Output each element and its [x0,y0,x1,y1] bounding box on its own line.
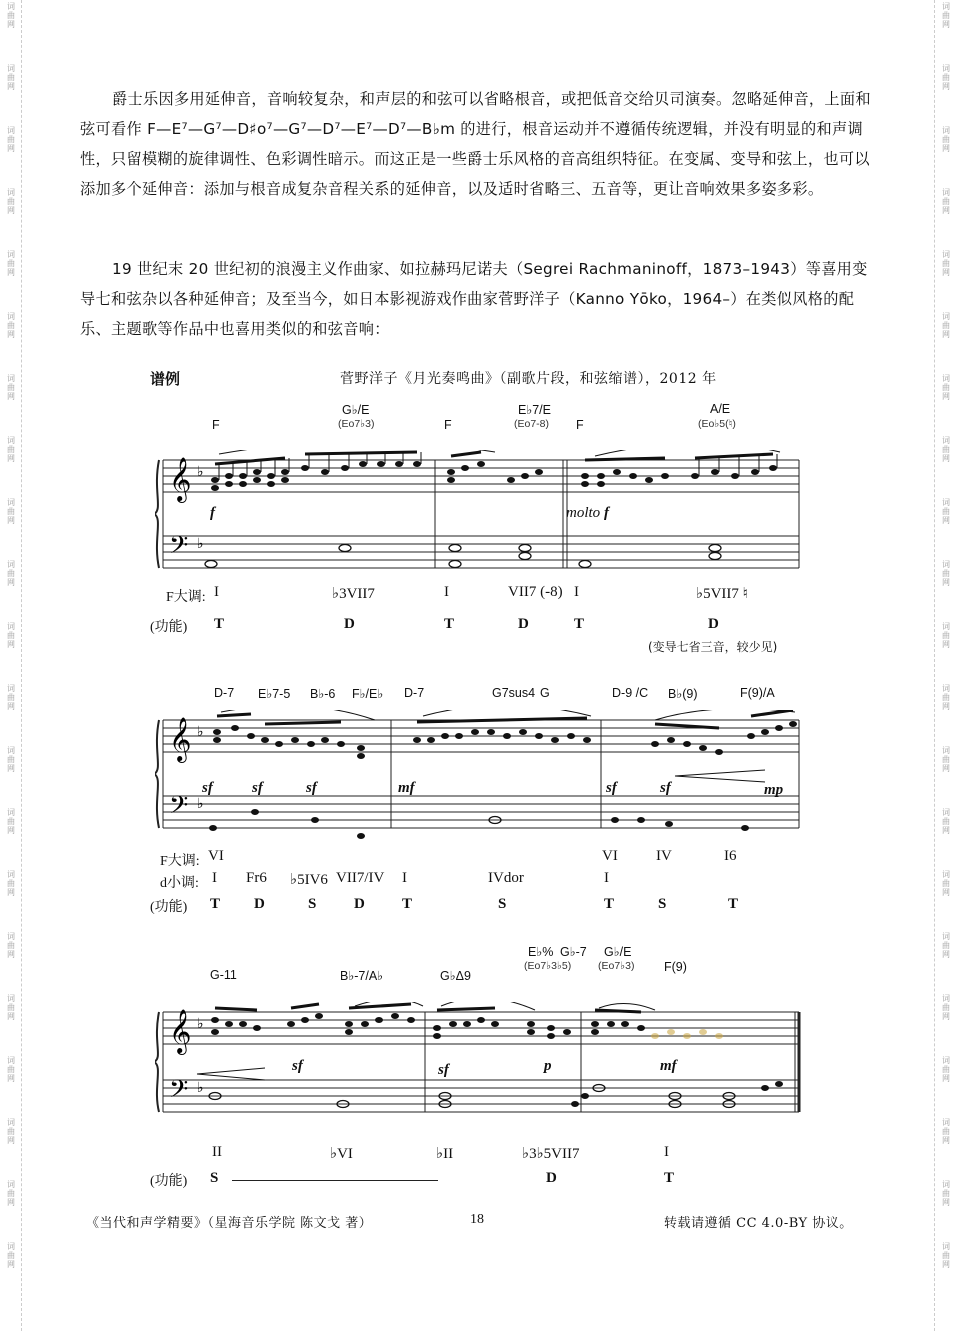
side-watermark: 词 曲 网 [7,684,15,711]
key-label-major: F大调: [160,854,200,869]
roman-numeral: VII7/IV [336,870,385,886]
function-letter: T [214,616,225,632]
roman-numeral: VI [602,848,618,864]
roman-numeral: VII7 (-8) [508,584,563,600]
chord-symbol: E♭% [528,945,554,959]
dynamic-mark: sf [202,780,213,796]
staff-system-3 [155,1002,805,1132]
svg-text:♭: ♭ [197,1016,204,1032]
staff-system-1 [155,450,805,580]
left-margin-strip [0,0,22,1331]
side-watermark: 词 曲 网 [7,436,15,463]
side-watermark: 词 曲 网 [7,312,15,339]
function-letter: D [344,616,355,632]
side-watermark: 词 曲 网 [7,1118,15,1145]
function-letter: D [546,1170,557,1186]
side-watermark: 词 曲 网 [942,126,950,153]
side-watermark: 词 曲 网 [942,64,950,91]
dynamic-mark: mf [398,780,415,796]
chord-symbol: D-9 /C [612,686,649,700]
function-letter: D [354,896,365,912]
function-letter: T [210,896,221,912]
side-watermark: 词 曲 网 [942,1056,950,1083]
svg-text:♭: ♭ [197,536,204,552]
chord-symbol: F(9)/A [740,686,775,700]
chord-symbol: F♭/E♭ [352,687,384,701]
chord-sub: (Eo♭5(♮) [698,418,736,430]
side-watermark: 词 曲 网 [942,560,950,587]
roman-numeral: IVdor [488,870,524,886]
dynamic-mark: mp [764,782,784,798]
svg-text:𝄢: 𝄢 [169,531,189,566]
side-watermark: 词 曲 网 [942,498,950,525]
dynamic-mark: f [210,505,215,521]
chord-symbol: B♭-6 [310,687,336,701]
function-letter: T [574,616,585,632]
chord-symbol: G♭/E [342,403,370,417]
right-margin-strip [934,0,956,1331]
paragraph-2: 19 世纪末 20 世纪初的浪漫主义作曲家、如拉赫玛尼诺夫（Segrei Rachmaninoff，1873–1943）等喜用变导七和弦杂以各种延伸音；及至当今，如日本影视游戏作曲家菅野洋子（Kanno Yōko，1964–）在类似风格的配乐、主题歌等作品中也喜用类似的和弦音响： [80,260,868,338]
roman-numeral: I [214,584,219,600]
page-number: 18 [470,1212,484,1227]
annotation-note: (变导七省三音，较少见) [648,640,778,654]
svg-text:𝄞: 𝄞 [169,457,192,501]
dynamic-mark: sf [660,780,671,796]
function-letter: D [518,616,529,632]
side-watermark: 词 曲 网 [7,374,15,401]
dynamic-mark: sf [292,1058,303,1074]
side-watermark: 词 曲 网 [7,622,15,649]
chord-symbol: B♭-7/A♭ [340,969,384,983]
side-watermark: 词 曲 网 [7,188,15,215]
key-label-minor: d小调: [160,876,199,891]
roman-numeral: I6 [724,848,737,864]
grand-staff-1 [155,450,805,580]
dynamic-mark: sf [606,780,617,796]
function-letter: D [708,616,719,632]
key-label: F大调: [166,590,206,605]
chord-symbol: B♭(9) [668,687,698,701]
roman-numeral: I [444,584,449,600]
roman-numeral: ♭II [436,1146,454,1162]
chord-symbol: F [212,418,220,432]
side-watermark: 词 曲 网 [942,374,950,401]
side-watermark: 词 曲 网 [942,188,950,215]
roman-numeral: I [402,870,407,886]
roman-numeral: ♭3VII7 [332,586,375,602]
function-label: (功能) [150,1174,188,1189]
roman-numeral: II [212,1144,222,1160]
dynamic-mark: f [604,505,609,521]
side-watermark: 词 曲 网 [942,808,950,835]
chord-sub: (Eo7♭3) [338,418,375,430]
side-watermark: 词 曲 网 [942,312,950,339]
svg-text:♭: ♭ [197,464,204,480]
side-watermark: 词 曲 网 [7,498,15,525]
footer-book-title: 《当代和声学精要》（星海音乐学院 陈文戈 著） [86,1216,373,1231]
side-watermark: 词 曲 网 [942,1242,950,1269]
chord-symbol: F(9) [664,960,687,974]
chord-symbol: E♭7-5 [258,687,291,701]
function-letter: T [664,1170,675,1186]
svg-text:𝄢: 𝄢 [169,791,189,826]
side-watermark: 词 曲 网 [942,436,950,463]
roman-numeral: ♭5VII7 ♮ [696,586,749,602]
example-label: 谱例 [150,370,181,388]
grand-staff-3 [155,1002,805,1132]
dynamic-mark: mf [660,1058,677,1074]
side-watermark: 词 曲 网 [7,64,15,91]
side-watermark: 词 曲 网 [7,560,15,587]
function-letter: S [308,896,317,912]
svg-text:♭: ♭ [197,796,204,812]
grand-staff-2 [155,710,805,840]
example-caption: 菅野洋子《月光奏鸣曲》（副歌片段，和弦缩谱），2012 年 [340,371,717,387]
svg-text:♭: ♭ [197,1080,204,1096]
roman-numeral: Fr6 [246,870,267,886]
svg-text:𝄞: 𝄞 [169,717,192,761]
function-letter: T [444,616,455,632]
function-letter: T [604,896,615,912]
side-watermark: 词 曲 网 [942,684,950,711]
roman-numeral: ♭3♭5VII7 [522,1146,580,1162]
roman-numeral: I [212,870,217,886]
side-watermark: 词 曲 网 [7,126,15,153]
side-watermark: 词 曲 网 [7,1180,15,1207]
function-letter: S [210,1170,219,1186]
side-watermark: 词 曲 网 [7,250,15,277]
roman-numeral: I [664,1144,669,1160]
function-letter: T [728,896,739,912]
chord-symbol: F [444,418,452,432]
function-letter: S [658,896,667,912]
roman-numeral: ♭5IV6 [290,872,328,888]
side-watermark: 词 曲 网 [7,870,15,897]
function-label: (功能) [150,900,188,915]
side-watermark: 词 曲 网 [942,870,950,897]
side-watermark: 词 曲 网 [942,2,950,29]
function-letter: D [254,896,265,912]
roman-numeral: IV [656,848,672,864]
dynamic-mark: molto [566,505,601,521]
side-watermark: 词 曲 网 [7,808,15,835]
chord-sub: (Eo7-8) [514,418,550,430]
side-watermark: 词 曲 网 [7,2,15,29]
dynamic-mark: p [544,1058,552,1074]
function-span-line [232,1180,438,1181]
side-watermark: 词 曲 网 [942,622,950,649]
roman-numeral: I [604,870,609,886]
footer-license: 转载请遵循 CC 4.0-BY 协议。 [664,1216,853,1231]
chord-sub: (Eo7♭3) [598,960,635,972]
dynamic-mark: sf [438,1062,449,1078]
chord-symbol: A/E [710,402,731,416]
chord-symbol: G7sus4 [492,686,536,700]
side-watermark: 词 曲 网 [7,1242,15,1269]
side-watermark: 词 曲 网 [7,1056,15,1083]
chord-sub: (Eo7♭3♭5) [524,960,572,972]
paragraph-1: 爵士乐因多用延伸音，音响较复杂，和声层的和弦可以省略根音，或把低音交给贝司演奏。忽略延伸音，上面和弦可看作 F—E⁷—G⁷—D♯o⁷—G⁷—D⁷—E⁷—D⁷—B♭m 的进行，根音运动并不遵循传统逻辑，并没有明显的和声调性，只留模糊的旋律调性、色彩调性暗示。而这正是一些爵士乐风格的音高组织特征。在变属、变导和弦上，也可以添加多个延伸音：添加与根音成复杂音程关系的延伸音，以及适时省略三、五音等，更让音响效果多姿多彩。 [80,90,871,198]
roman-numeral: VI [208,848,224,864]
function-letter: S [498,896,507,912]
side-watermark: 词 曲 网 [7,932,15,959]
dynamic-mark: sf [252,780,263,796]
side-watermark: 词 曲 网 [7,994,15,1021]
side-watermark: 词 曲 网 [942,1180,950,1207]
roman-numeral: ♭VI [330,1146,353,1162]
side-watermark: 词 曲 网 [942,1118,950,1145]
svg-text:♭: ♭ [197,724,204,740]
chord-symbol: E♭7/E [518,403,551,417]
chord-symbol: G♭/E [604,945,632,959]
svg-text:𝄢: 𝄢 [169,1075,189,1110]
chord-symbol: D-7 [214,686,235,700]
svg-text:𝄞: 𝄞 [169,1009,192,1053]
chord-symbol: F [576,418,584,432]
roman-numeral: I [574,584,579,600]
chord-symbol: G♭Δ9 [440,969,471,983]
side-watermark: 词 曲 网 [942,932,950,959]
chord-symbol: G-11 [210,968,237,982]
function-label: (功能) [150,620,188,635]
staff-system-2 [155,710,805,840]
side-watermark: 词 曲 网 [942,994,950,1021]
side-watermark: 词 曲 网 [7,746,15,773]
function-letter: T [402,896,413,912]
side-watermark: 词 曲 网 [942,746,950,773]
chord-symbol: G [540,686,550,700]
chord-symbol: D-7 [404,686,425,700]
dynamic-mark: sf [306,780,317,796]
side-watermark: 词 曲 网 [942,250,950,277]
chord-symbol: G♭-7 [560,945,587,959]
